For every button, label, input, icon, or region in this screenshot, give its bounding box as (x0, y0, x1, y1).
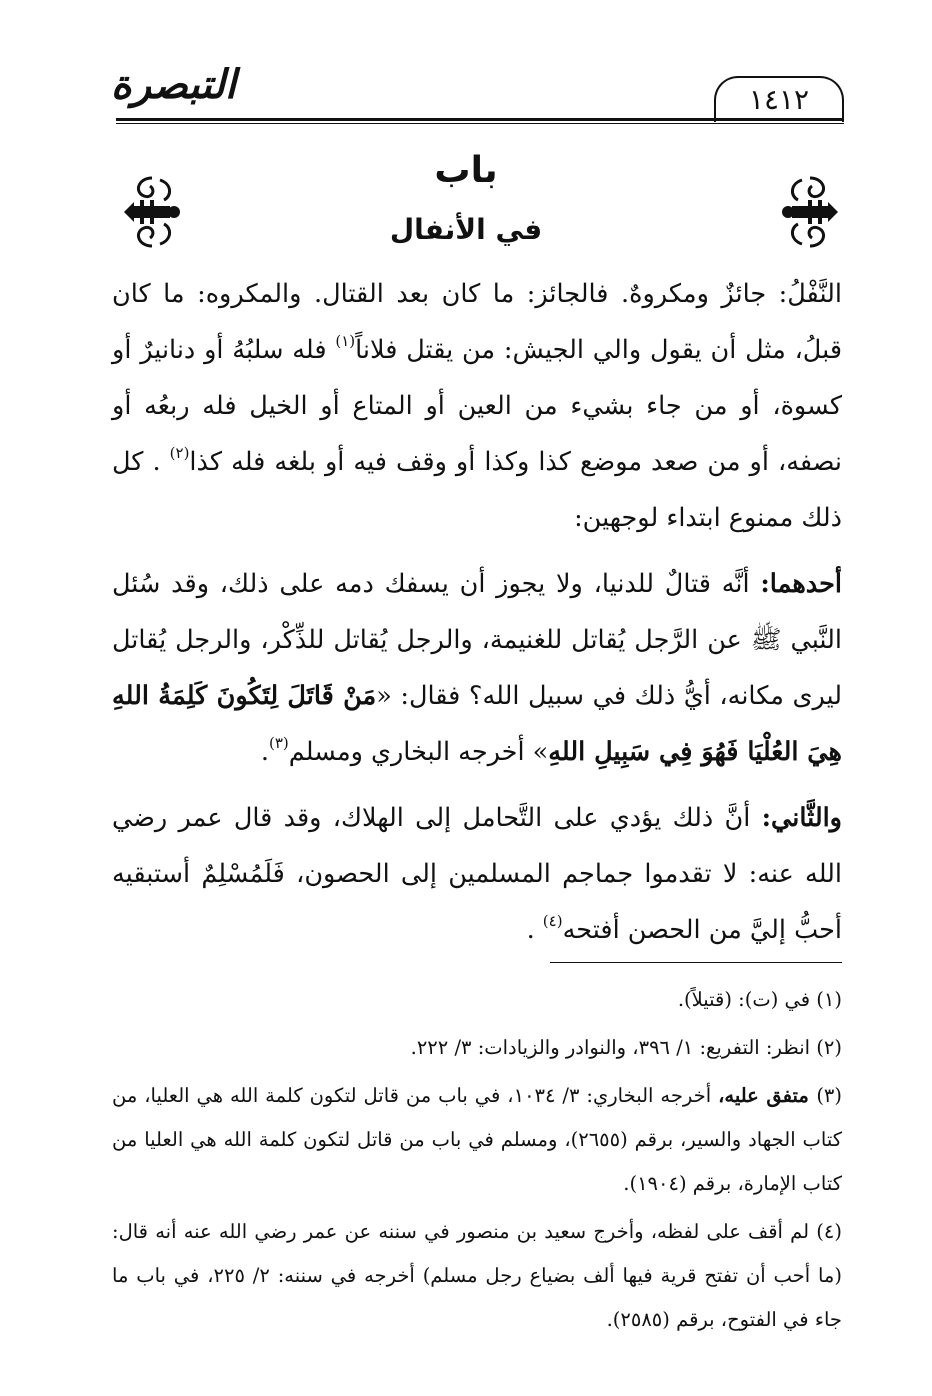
footnotes (112, 978, 842, 1346)
footnote-marker-2: (٢) (169, 444, 190, 462)
footnote-marker-1: (١) (335, 332, 356, 350)
footnote-marker-4: (٤) (542, 912, 563, 930)
footnote-separator (550, 962, 842, 963)
running-head-book-title: التبصرة (110, 62, 236, 108)
chapter-subtitle: في الأنفال (389, 213, 543, 246)
text-span: . كل ذلك ممنوع ابتداء لوجهين: (112, 447, 842, 533)
footnote-2 (112, 1026, 842, 1070)
footnote-3 (112, 1074, 842, 1206)
text-span: . (260, 737, 269, 767)
footnote-1 (112, 978, 842, 1022)
footnote-marker-3: (٣) (269, 734, 289, 752)
footnote-text: انظر: التفريع: ١/ ٣٩٦، والنوادر والزيادات: ٣/ ٢٢٢. (410, 1036, 817, 1059)
paragraph-2 (112, 556, 842, 780)
footnote-number: (٢) (816, 1036, 842, 1059)
footnote-number: (٣) (816, 1084, 843, 1107)
header-rule-thin (116, 123, 844, 124)
header-rule (116, 118, 844, 121)
chapter-title: باب (434, 150, 498, 191)
footnote-text: في (ت): (قتيلاً). (677, 988, 817, 1011)
footnote-text: لم أقف على لفظه، وأخرج سعيد بن منصور في سننه عن عمر رضي الله عنه أنه قال: (ما أحب أن تفتح قرية فيها ألف بضياع رجل مسلم) أخرجه في سننه: ٢/ ٢٢٥، في باب ما جاء في الفتوح، برقم (٢٥٨٥). (112, 1220, 842, 1331)
hadith-quote: مَنْ قَاتَلَ لِتَكُونَ كَلِمَةُ اللهِ هِيَ العُلْيَا فَهُوَ فِي سَبِيلِ اللهِ (112, 681, 842, 767)
footnote-number: (١) (816, 988, 842, 1011)
footnote-number: (٤) (816, 1220, 842, 1243)
paragraph-1 (112, 266, 842, 546)
footnote-4 (112, 1210, 842, 1342)
text-span: أنَّ ذلك يؤدي على التَّحامل إلى الهلاك، وقد قال عمر رضي الله عنه: لا تقدموا جماجم المسلمين إلى الحصون، فَلَمُسْلِمٌ أستبقيه أحبُّ إليَّ من الحصن أفتحه (112, 803, 842, 945)
main-text (112, 266, 842, 968)
paragraph-lead: أحدهما: (760, 569, 842, 599)
text-span: أنَّه قتالٌ للدنيا، ولا يجوز أن يسفك دمه على ذلك، وقد سُئل النَّبي ﷺ عن الرَّجل يُقاتل للغنيمة، والرجل يُقاتل للذِّكْر، والرجل يُقاتل ليرى مكانه، أيُّ ذلك في سبيل الله؟ فقال: « (112, 569, 842, 711)
footnote-bold-lead: متفق عليه، (718, 1084, 817, 1107)
text-span: . (526, 915, 543, 945)
paragraph-lead: والثَّاني: (761, 803, 842, 833)
paragraph-3 (112, 790, 842, 958)
text-span: فله سلبُهُ أو دنانيرٌ أو كسوة، أو من جاء بشيء من العين أو المتاع أو الخيل فله ربعُه أو نصفه، أو من صعد موضع كذا وكذا أو وقف فيه أو بلغه فله كذا (112, 335, 842, 477)
text-span: » أخرجه البخاري ومسلم (288, 737, 549, 767)
text-span: النَّفْلُ: جائزٌ ومكروهٌ. فالجائز: ما كان بعد القتال. والمكروه: ما كان قبلُ، مثل أن يقول والي الجيش: من يقتل فلاناً (112, 279, 843, 365)
footnote-text: أخرجه البخاري: ٣/ ١٠٣٤، في باب من قاتل لتكون كلمة الله هي العليا، من كتاب الجهاد والسير، برقم (٢٦٥٥)، ومسلم في باب من قاتل لتكون كلمة الله هي العليا من كتاب الإمارة، برقم (١٩٠٤). (112, 1084, 843, 1195)
page-number: ١٤١٢ (714, 76, 844, 122)
